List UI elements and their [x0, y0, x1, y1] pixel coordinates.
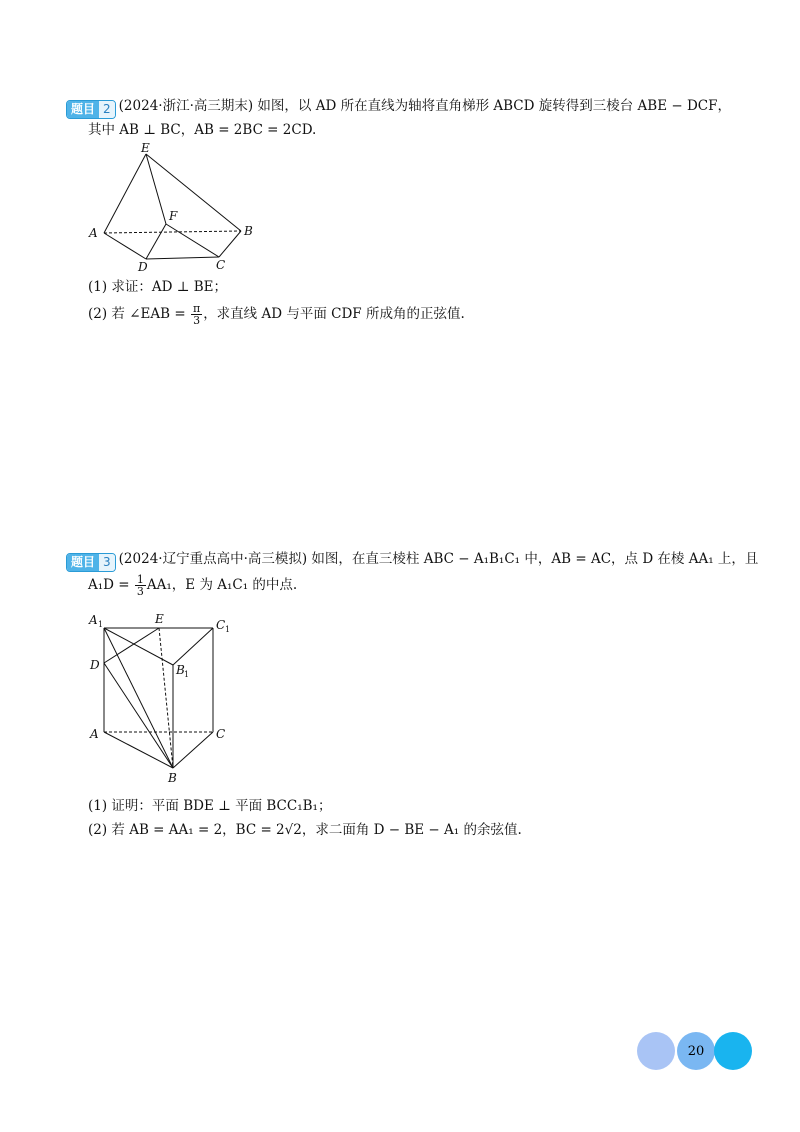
page-number-indicator: [636, 1032, 756, 1070]
problem-3-line1: (2024·辽宁重点高中·高三模拟) 如图，在直三棱柱 ABC − A₁B₁C₁ 中，AB = AC，点 D 在棱 AA₁ 上，且: [118, 551, 759, 567]
label-F: F: [169, 209, 178, 223]
page-number: 20: [687, 1044, 705, 1059]
problem-badge: 题目 3: [66, 553, 116, 572]
edge-AB: [104, 732, 173, 768]
edge-EF: [146, 154, 166, 224]
label-D: D: [138, 260, 148, 274]
svg-text:1: 1: [225, 625, 231, 634]
frustum-figure: [86, 140, 266, 275]
segment-A1B: [104, 628, 173, 768]
problem-3-header: [66, 550, 758, 572]
segment-DB: [104, 663, 173, 768]
problem-2-q1: (1) 求证：AD ⊥ BE；: [88, 279, 228, 295]
problem-2-line2: 其中 AB ⊥ BC，AB = 2BC = 2CD.: [88, 122, 317, 138]
label-C: C: [216, 727, 226, 741]
edge-AD: [104, 233, 146, 259]
label-B: B: [244, 224, 253, 238]
label-A1: A: [89, 613, 98, 627]
problem-2-header: [66, 97, 731, 119]
edge-DF: [146, 224, 166, 259]
edge-FC: [166, 224, 219, 257]
problem-badge: 题目 2: [66, 100, 116, 119]
problem-3-q2: (2) 若 AB = AA₁ = 2，BC = 2√2，求二面角 D − BE − A₁ 的余弦值.: [88, 822, 522, 838]
label-C1: C: [216, 618, 226, 632]
edge-BC: [173, 732, 213, 768]
decor-circle-left: [637, 1032, 675, 1070]
problem-2-line1: (2024·浙江·高三期末) 如图，以 AD 所在直线为轴将直角梯形 ABCD 旋转得到三棱台 ABE − DCF，: [118, 98, 731, 114]
edge-AB-hidden: [104, 231, 241, 233]
edge-A1B1: [104, 628, 173, 665]
fraction-pi-over-3: $\frac{\pi}{3}$: [192, 302, 201, 327]
edge-DC: [146, 257, 219, 259]
label-B: B: [168, 771, 177, 785]
edge-AE: [104, 154, 146, 233]
label-B1: B: [176, 663, 185, 677]
problem-3-line2: A₁D = $\frac{1}{3}$ AA₁，E 为 A₁C₁ 的中点.: [88, 573, 298, 598]
svg-text:1: 1: [184, 670, 190, 679]
label-C: C: [216, 258, 226, 272]
problem-2-q2: (2) 若 ∠EAB = $\frac{\pi}{3}$ ，求直线 AD 与平面 CDF 所成角的正弦值.: [88, 302, 465, 327]
edge-EB: [146, 154, 241, 231]
label-A: A: [90, 727, 99, 741]
edge-CB: [219, 231, 241, 257]
problem-3-q1: (1) 证明：平面 BDE ⊥ 平面 BCC₁B₁；: [88, 798, 332, 814]
segment-EB-hidden: [159, 628, 173, 768]
label-D: D: [90, 658, 100, 672]
label-E: E: [141, 141, 150, 155]
label-E: E: [155, 612, 164, 626]
svg-text:1: 1: [98, 620, 104, 629]
label-A: A: [89, 226, 98, 240]
fraction-one-third: $\frac{1}{3}$: [136, 573, 144, 598]
edge-B1C1: [173, 628, 213, 665]
decor-circle-right: [714, 1032, 752, 1070]
prism-figure: [86, 608, 246, 788]
